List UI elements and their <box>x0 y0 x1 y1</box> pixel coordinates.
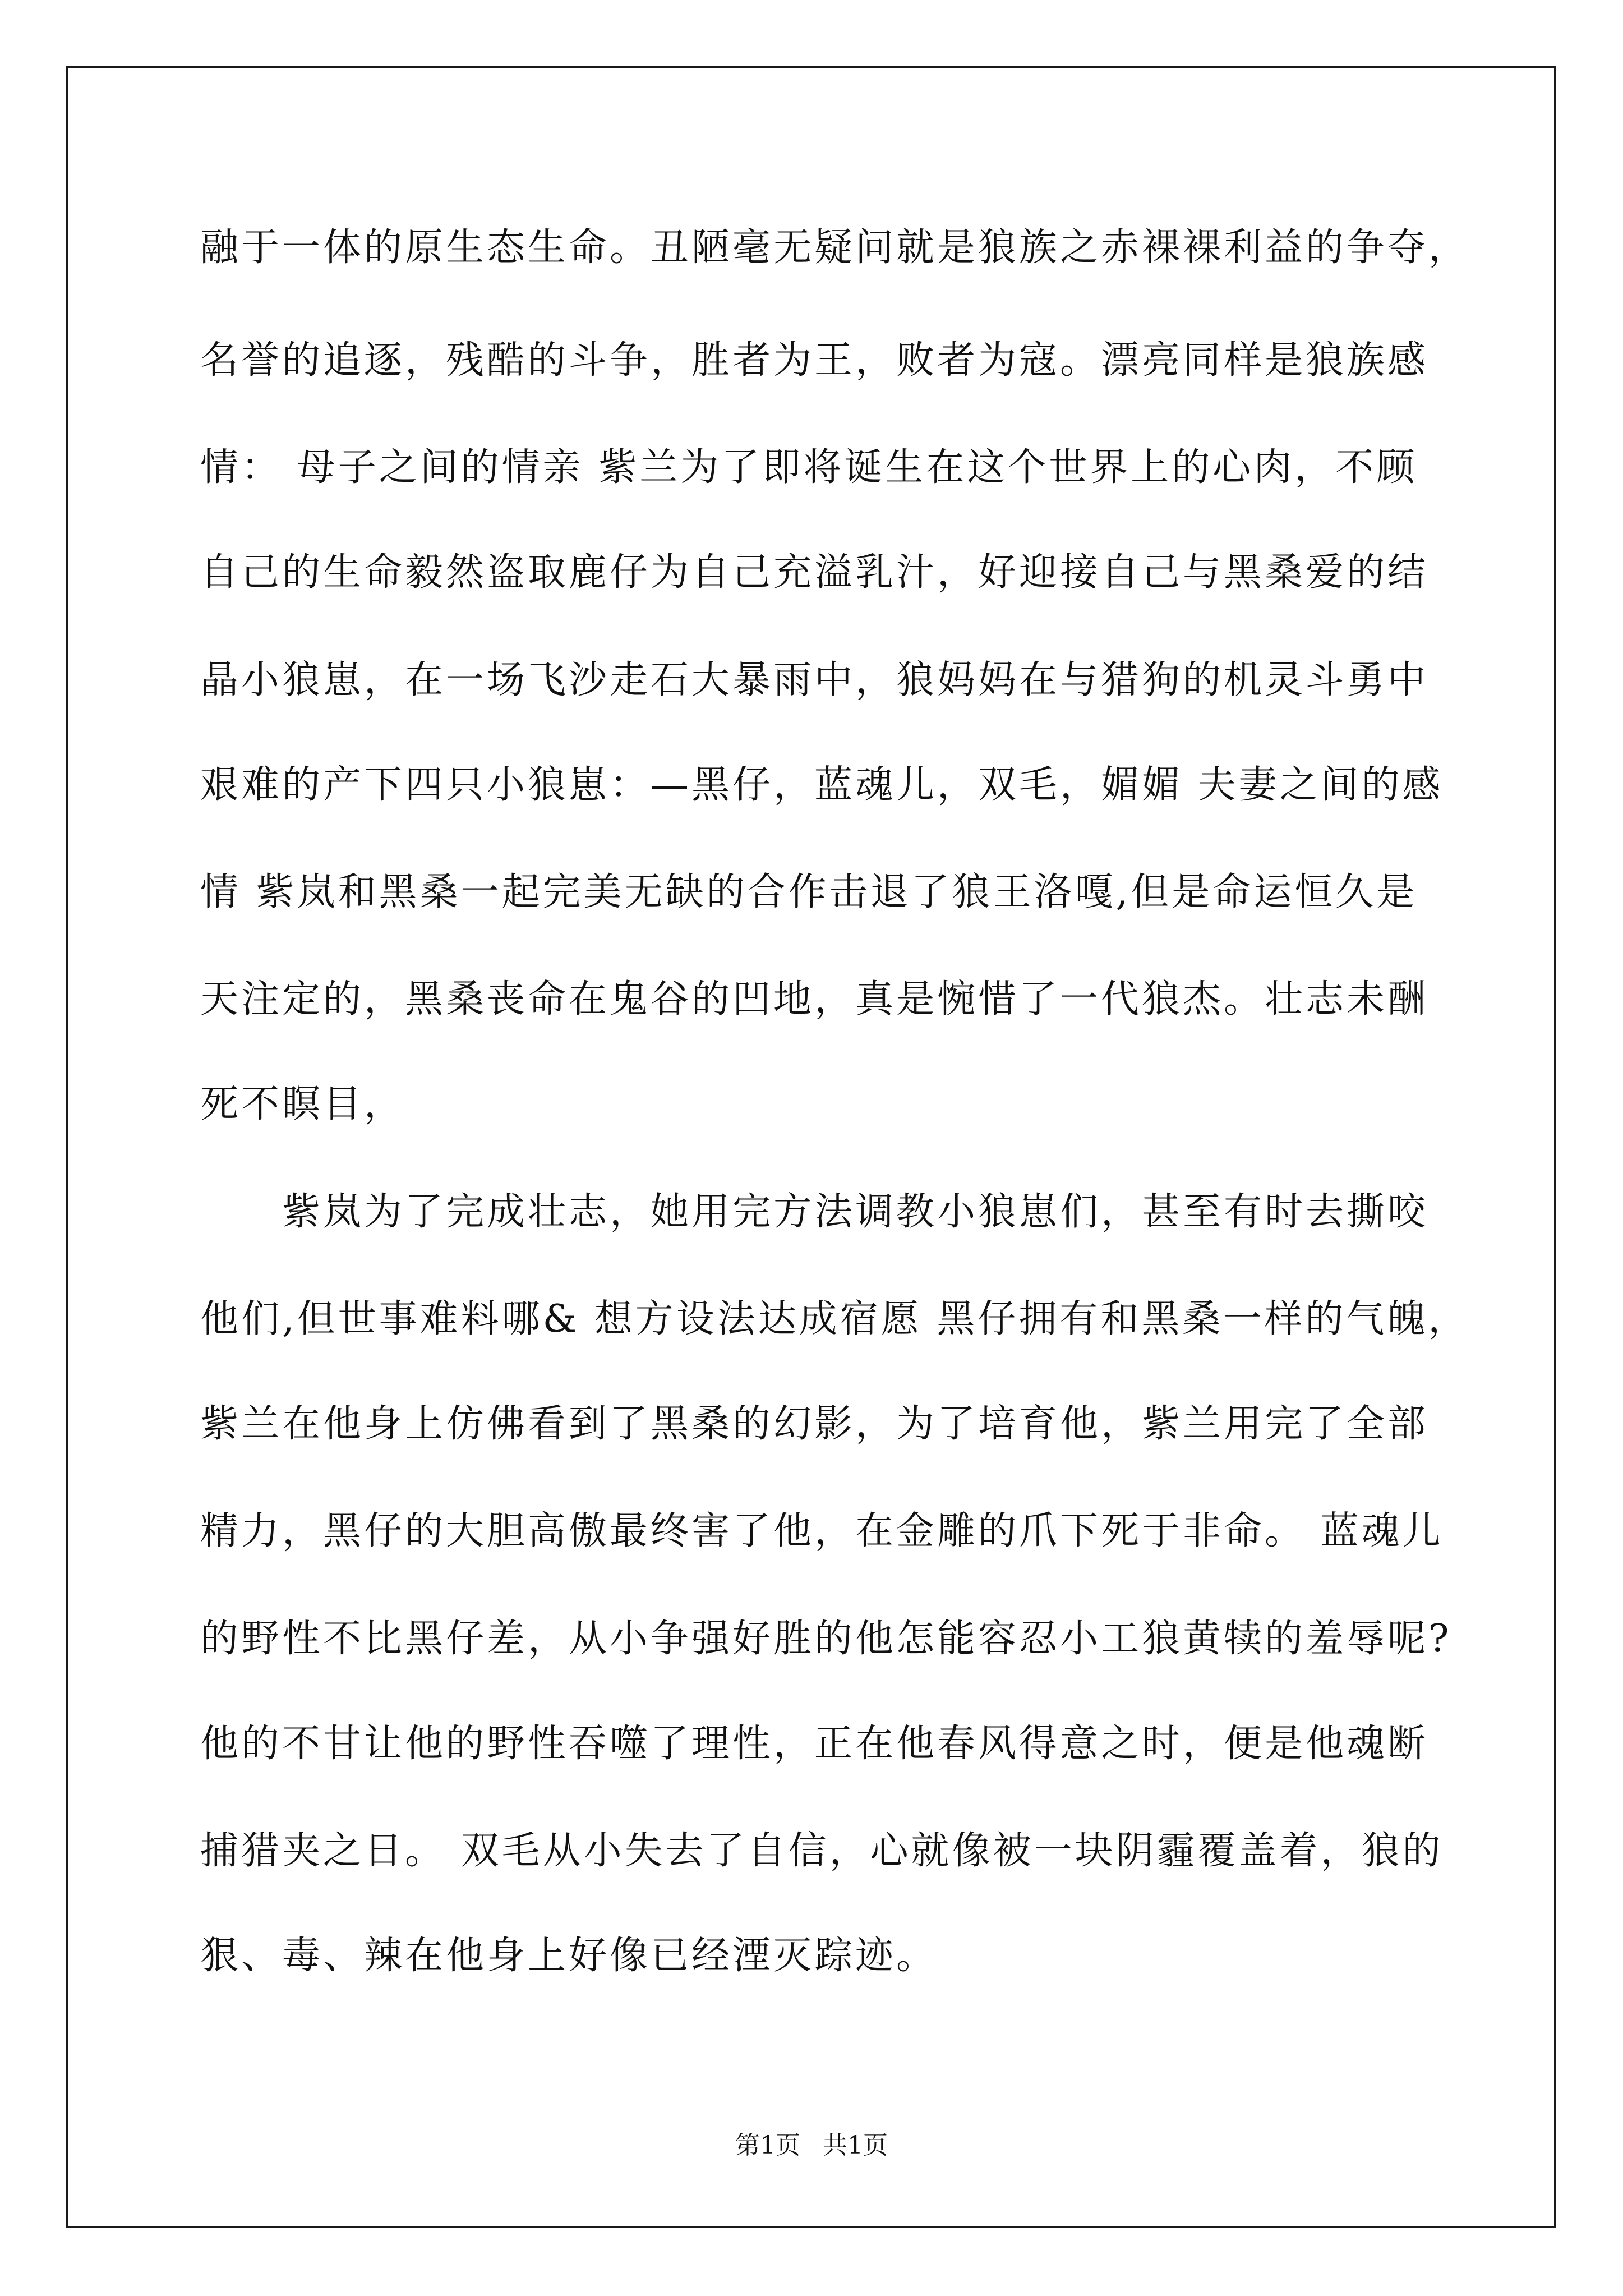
text-line: 紫兰在他身上仿佛看到了黑桑的幻影，为了培育他，紫兰用完了全部 <box>200 1402 1429 1446</box>
text-line: 他的不甘让他的野性吞噬了理性，正在他春风得意之时，便是他魂断 <box>200 1722 1429 1766</box>
text-line: 艰难的产下四只小狼崽：—黑仔，蓝魂儿，双毛，媚媚 夫妻之间的感 <box>200 763 1444 807</box>
text-line: 精力，黑仔的大胆高傲最终害了他，在金雕的爪下死于非命。 蓝魂儿 <box>200 1509 1444 1553</box>
page-total: 共1页 <box>823 2131 888 2160</box>
text-line: 情 紫岚和黑桑一起完美无缺的合作击退了狼王洛嘎,但是命运恒久是 <box>200 870 1418 914</box>
text-line: 的野性不比黑仔差，从小争强好胜的他怎能容忍小工狼黄犊的羞辱呢? <box>200 1617 1452 1661</box>
text-line: 名誉的追逐，残酷的斗争，胜者为王，败者为寇。漂亮同样是狼族感 <box>200 338 1429 383</box>
text-line: 自己的生命毅然盗取鹿仔为自己充溢乳汁，好迎接自己与黑桑爱的结 <box>200 550 1429 595</box>
text-line: 天注定的，黑桑丧命在鬼谷的凹地，真是惋惜了一代狼杰。壮志未酬 <box>200 977 1429 1022</box>
text-line: 晶小狼崽，在一场飞沙走石大暴雨中，狼妈妈在与猎狗的机灵斗勇中 <box>200 658 1429 702</box>
text-line: 死不瞑目， <box>200 1082 405 1126</box>
text-line: 情： 母子之间的情亲 紫兰为了即将诞生在这个世界上的心肉，不顾 <box>200 445 1418 490</box>
text-line: 紫岚为了完成壮志，她用完方法调教小狼崽们，甚至有时去撕咬 <box>200 1190 1429 1234</box>
text-line: 融于一体的原生态生命。丑陋毫无疑问就是狼族之赤裸裸利益的争夺， <box>200 226 1470 270</box>
text-line: 捕猎夹之日。 双毛从小失去了自信，心就像被一块阴霾覆盖着，狼的 <box>200 1829 1444 1873</box>
text-line: 狠、毒、辣在他身上好像已经湮灭踪迹。 <box>200 1934 938 1978</box>
text-line: 他们,但世事难料哪& 想方设法达成宿愿 黑仔拥有和黑桑一样的气魄， <box>200 1297 1469 1341</box>
page-border <box>66 66 1556 2228</box>
page-footer <box>0 2130 1623 2161</box>
page-number: 第1页 <box>735 2131 800 2160</box>
